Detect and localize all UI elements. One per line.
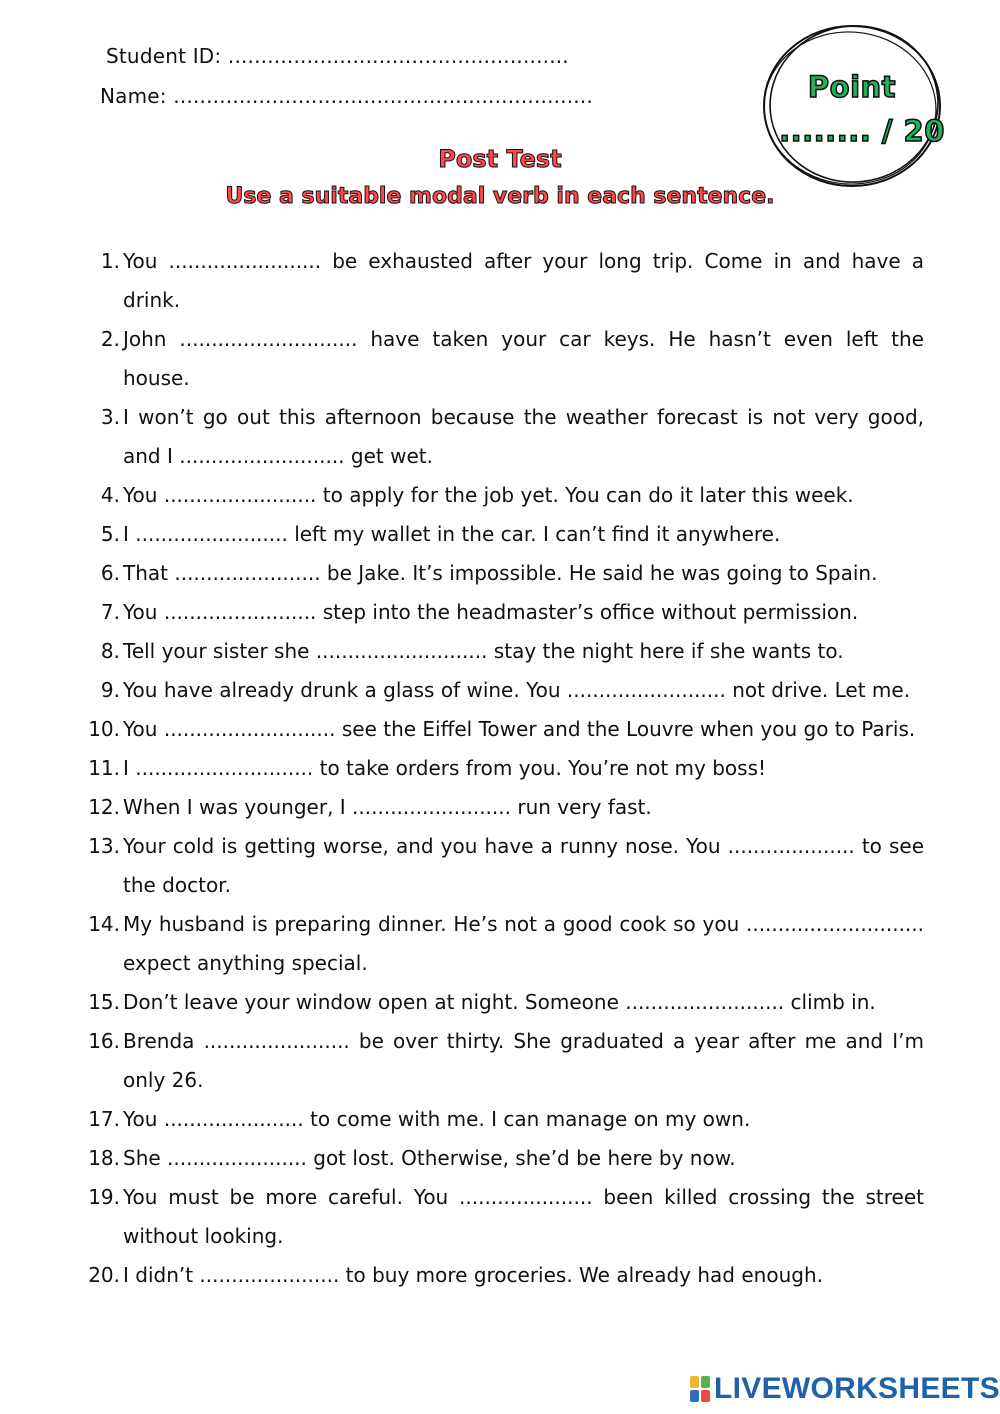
question-item bbox=[82, 827, 924, 905]
liveworksheets-logo-icon bbox=[690, 1376, 710, 1402]
score-label: Point bbox=[807, 70, 897, 104]
question-number: 15. bbox=[88, 990, 120, 1014]
question-number: 6. bbox=[100, 561, 120, 585]
question-number: 18. bbox=[88, 1146, 120, 1170]
question-number: 13. bbox=[88, 834, 120, 858]
question-number: 16. bbox=[88, 1029, 120, 1053]
student-id-line: Student ID: .................................................... bbox=[106, 44, 569, 68]
question-text: When I was younger, I ......................... run very fast. bbox=[123, 795, 652, 819]
question-number: 17. bbox=[88, 1107, 120, 1131]
page-title: Post Test bbox=[438, 145, 562, 173]
question-item bbox=[82, 632, 924, 671]
question-text: You must be more careful. You ..................... been killed crossing the street without looking. bbox=[123, 1185, 924, 1248]
question-item bbox=[82, 398, 924, 476]
question-text: John ............................ have taken your car keys. He hasn’t even left the house. bbox=[123, 327, 924, 390]
question-number: 19. bbox=[88, 1185, 120, 1209]
question-item bbox=[82, 554, 924, 593]
question-number: 12. bbox=[88, 795, 120, 819]
question-item bbox=[82, 1100, 924, 1139]
logo-square-1 bbox=[690, 1376, 699, 1388]
question-text: You ........................ be exhausted after your long trip. Come in and have a drink. bbox=[123, 249, 924, 312]
question-item bbox=[82, 710, 924, 749]
liveworksheets-logo[interactable] bbox=[690, 1372, 1000, 1406]
question-item bbox=[82, 905, 924, 983]
question-text: You ........................ step into the headmaster’s office without permission. bbox=[123, 600, 859, 624]
question-text: My husband is preparing dinner. He’s not a good cook so you ............................ expect anything special. bbox=[123, 912, 924, 975]
question-text: I ........................ left my wallet in the car. I can’t find it anywhere. bbox=[123, 522, 781, 546]
logo-square-2 bbox=[701, 1376, 710, 1388]
question-number: 10. bbox=[88, 717, 120, 741]
question-item bbox=[82, 320, 924, 398]
question-number: 11. bbox=[88, 756, 120, 780]
question-number: 14. bbox=[88, 912, 120, 936]
question-text: You ........................... see the Eiffel Tower and the Louvre when you go to Paris. bbox=[123, 717, 916, 741]
question-item bbox=[82, 476, 924, 515]
question-item bbox=[82, 1256, 924, 1295]
question-text: You have already drunk a glass of wine. You ......................... not drive. Let me. bbox=[123, 678, 911, 702]
question-number: 20. bbox=[88, 1263, 120, 1287]
question-text: She ...................... got lost. Otherwise, she’d be here by now. bbox=[123, 1146, 736, 1170]
question-number: 3. bbox=[100, 405, 120, 429]
question-text: That ....................... be Jake. It’s impossible. He said he was going to Spain. bbox=[123, 561, 878, 585]
question-number: 9. bbox=[100, 678, 120, 702]
question-item bbox=[82, 1022, 924, 1100]
question-number: 7. bbox=[100, 600, 120, 624]
question-number: 1. bbox=[100, 249, 120, 273]
question-text: You ...................... to come with me. I can manage on my own. bbox=[123, 1107, 751, 1131]
question-item bbox=[82, 749, 924, 788]
question-item bbox=[82, 788, 924, 827]
question-text: Tell your sister she ........................... stay the night here if she wants to. bbox=[123, 639, 844, 663]
question-list bbox=[82, 242, 924, 1295]
question-text: I didn’t ...................... to buy more groceries. We already had enough. bbox=[123, 1263, 823, 1287]
question-text: You ........................ to apply for the job yet. You can do it later this week. bbox=[123, 483, 854, 507]
question-text: Your cold is getting worse, and you have a runny nose. You .................... to see the doctor. bbox=[123, 834, 924, 897]
question-text: Don’t leave your window open at night. Someone ......................... climb in. bbox=[123, 990, 876, 1014]
question-item bbox=[82, 1139, 924, 1178]
logo-square-4 bbox=[701, 1390, 710, 1402]
question-text: I ............................ to take orders from you. You’re not my boss! bbox=[123, 756, 767, 780]
page-instructions: Use a suitable modal verb in each sentence. bbox=[225, 184, 775, 209]
question-item bbox=[82, 242, 924, 320]
question-item bbox=[82, 515, 924, 554]
question-number: 2. bbox=[100, 327, 120, 351]
logo-square-3 bbox=[690, 1390, 699, 1402]
question-number: 5. bbox=[100, 522, 120, 546]
question-number: 8. bbox=[100, 639, 120, 663]
question-number: 4. bbox=[100, 483, 120, 507]
liveworksheets-brand-text: LIVEWORKSHEETS bbox=[714, 1372, 1000, 1405]
question-item bbox=[82, 983, 924, 1022]
question-text: I won’t go out this afternoon because the weather forecast is not very good, and I .......................... get wet. bbox=[123, 405, 924, 468]
question-text: Brenda ....................... be over thirty. She graduated a year after me and I’m only 26. bbox=[123, 1029, 924, 1092]
question-item bbox=[82, 671, 924, 710]
question-item bbox=[82, 1178, 924, 1256]
name-line: Name: ................................................................ bbox=[100, 84, 593, 108]
score-value: ........ / 20 bbox=[779, 114, 945, 148]
question-item bbox=[82, 593, 924, 632]
